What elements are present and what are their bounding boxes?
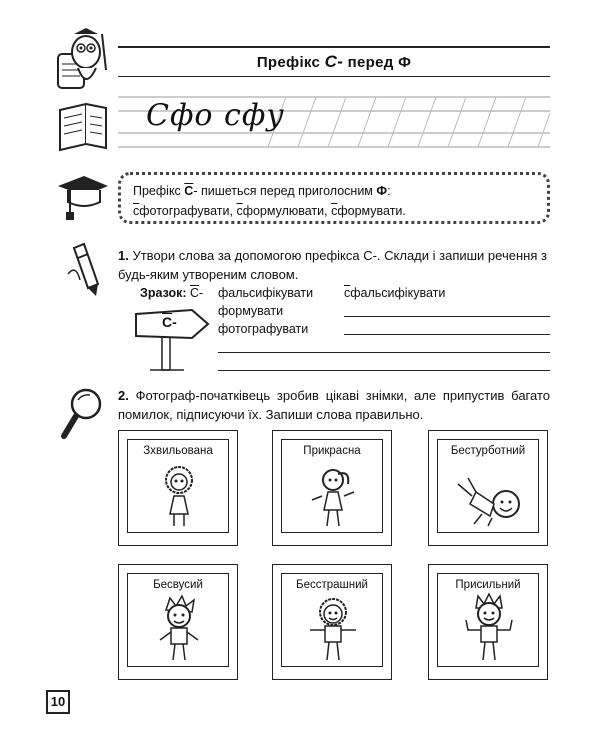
signpost-label xyxy=(162,314,177,330)
rule-colon: : xyxy=(387,184,391,198)
rule-box xyxy=(118,172,550,224)
title-rule-top xyxy=(118,46,550,48)
photo-caption: Бесстрашний xyxy=(296,579,368,591)
girl-ponytail-icon xyxy=(308,464,358,530)
sign-dash: - xyxy=(172,314,177,330)
rule-line-1 xyxy=(133,181,535,201)
photo-frame xyxy=(272,430,392,546)
sample-row xyxy=(140,286,203,300)
photo-frame xyxy=(118,564,238,680)
sample-prefix: С xyxy=(190,286,200,300)
boy-tumbling-icon xyxy=(452,474,530,528)
sample-label: Зразок: xyxy=(140,286,187,300)
rule-ex1: фотографувати, xyxy=(139,204,237,218)
rule-ex2: формулювати, xyxy=(242,204,332,218)
task2-text: Фотограф-початківець зробив цікаві знімки, але припустив багато помилок, підписуючи їх. Запиши слова правильно. xyxy=(118,388,550,422)
boy-curly-icon xyxy=(306,596,360,664)
rule-ex2-prefix: с xyxy=(236,204,243,218)
photo-caption: Присильний xyxy=(455,579,521,591)
boy-flexing-icon xyxy=(460,594,518,664)
task2 xyxy=(118,386,550,424)
answer-line-2 xyxy=(344,334,550,335)
rule-text-b: - пишеться перед приголосним xyxy=(193,184,377,198)
title-rule-bottom xyxy=(118,76,550,77)
title-mid: перед xyxy=(343,54,399,71)
sample-answer-prefix: с xyxy=(344,286,351,300)
title-f: Ф xyxy=(398,54,412,71)
word-foto: фотографувати xyxy=(218,322,309,336)
rule-ex1-prefix: с xyxy=(133,204,140,218)
photo-frame xyxy=(118,430,238,546)
word-fals: фальсифікувати xyxy=(218,286,314,300)
handwriting-sample: Сфо сфу xyxy=(146,98,285,133)
page-title xyxy=(118,52,550,72)
boy-spiky-icon xyxy=(156,596,202,664)
photo-frame xyxy=(272,564,392,680)
answer-line-1 xyxy=(344,316,550,317)
pencil-icon xyxy=(64,244,104,303)
photo-caption: Зхвильована xyxy=(143,445,213,457)
sample-answer xyxy=(344,286,445,300)
photo-frame xyxy=(428,564,548,680)
rule-letter-f: Ф xyxy=(376,184,388,198)
rule-examples xyxy=(133,201,535,221)
task1-text: Утвори слова за допомогою префікса С-. Склади і запиши речення з будь-яким утвореним словом. xyxy=(118,248,547,282)
page-number: 10 xyxy=(46,690,70,714)
girl-curly-icon xyxy=(158,464,200,530)
rule-ex3-prefix: с xyxy=(331,204,338,218)
task1-number: 1. xyxy=(118,248,129,263)
task2-number: 2. xyxy=(118,388,129,403)
title-letter: С- xyxy=(324,52,344,71)
rule-prefix: С xyxy=(184,184,194,198)
magnifier-icon xyxy=(60,386,106,445)
owl-scroll-icon xyxy=(52,24,108,99)
notebook-icon xyxy=(56,100,110,157)
sign-prefix: С xyxy=(162,314,173,330)
rule-text-a: Префікс xyxy=(133,184,185,198)
photo-caption: Бестурботний xyxy=(450,445,526,457)
answer-line-3 xyxy=(218,352,550,353)
title-prefix: Префікс xyxy=(256,54,325,71)
photo-caption: Бесвусий xyxy=(153,579,203,591)
graduation-cap-icon xyxy=(56,170,110,229)
answer-line-4 xyxy=(218,370,550,371)
task1 xyxy=(118,246,550,284)
word-form: формувати xyxy=(218,304,284,318)
sample-prefix-dash: - xyxy=(199,286,204,300)
photo-caption: Прикрасна xyxy=(303,445,361,457)
sample-answer-text: фальсифікувати xyxy=(350,286,446,300)
rule-ex3: формувати. xyxy=(337,204,406,218)
photo-frame xyxy=(428,430,548,546)
